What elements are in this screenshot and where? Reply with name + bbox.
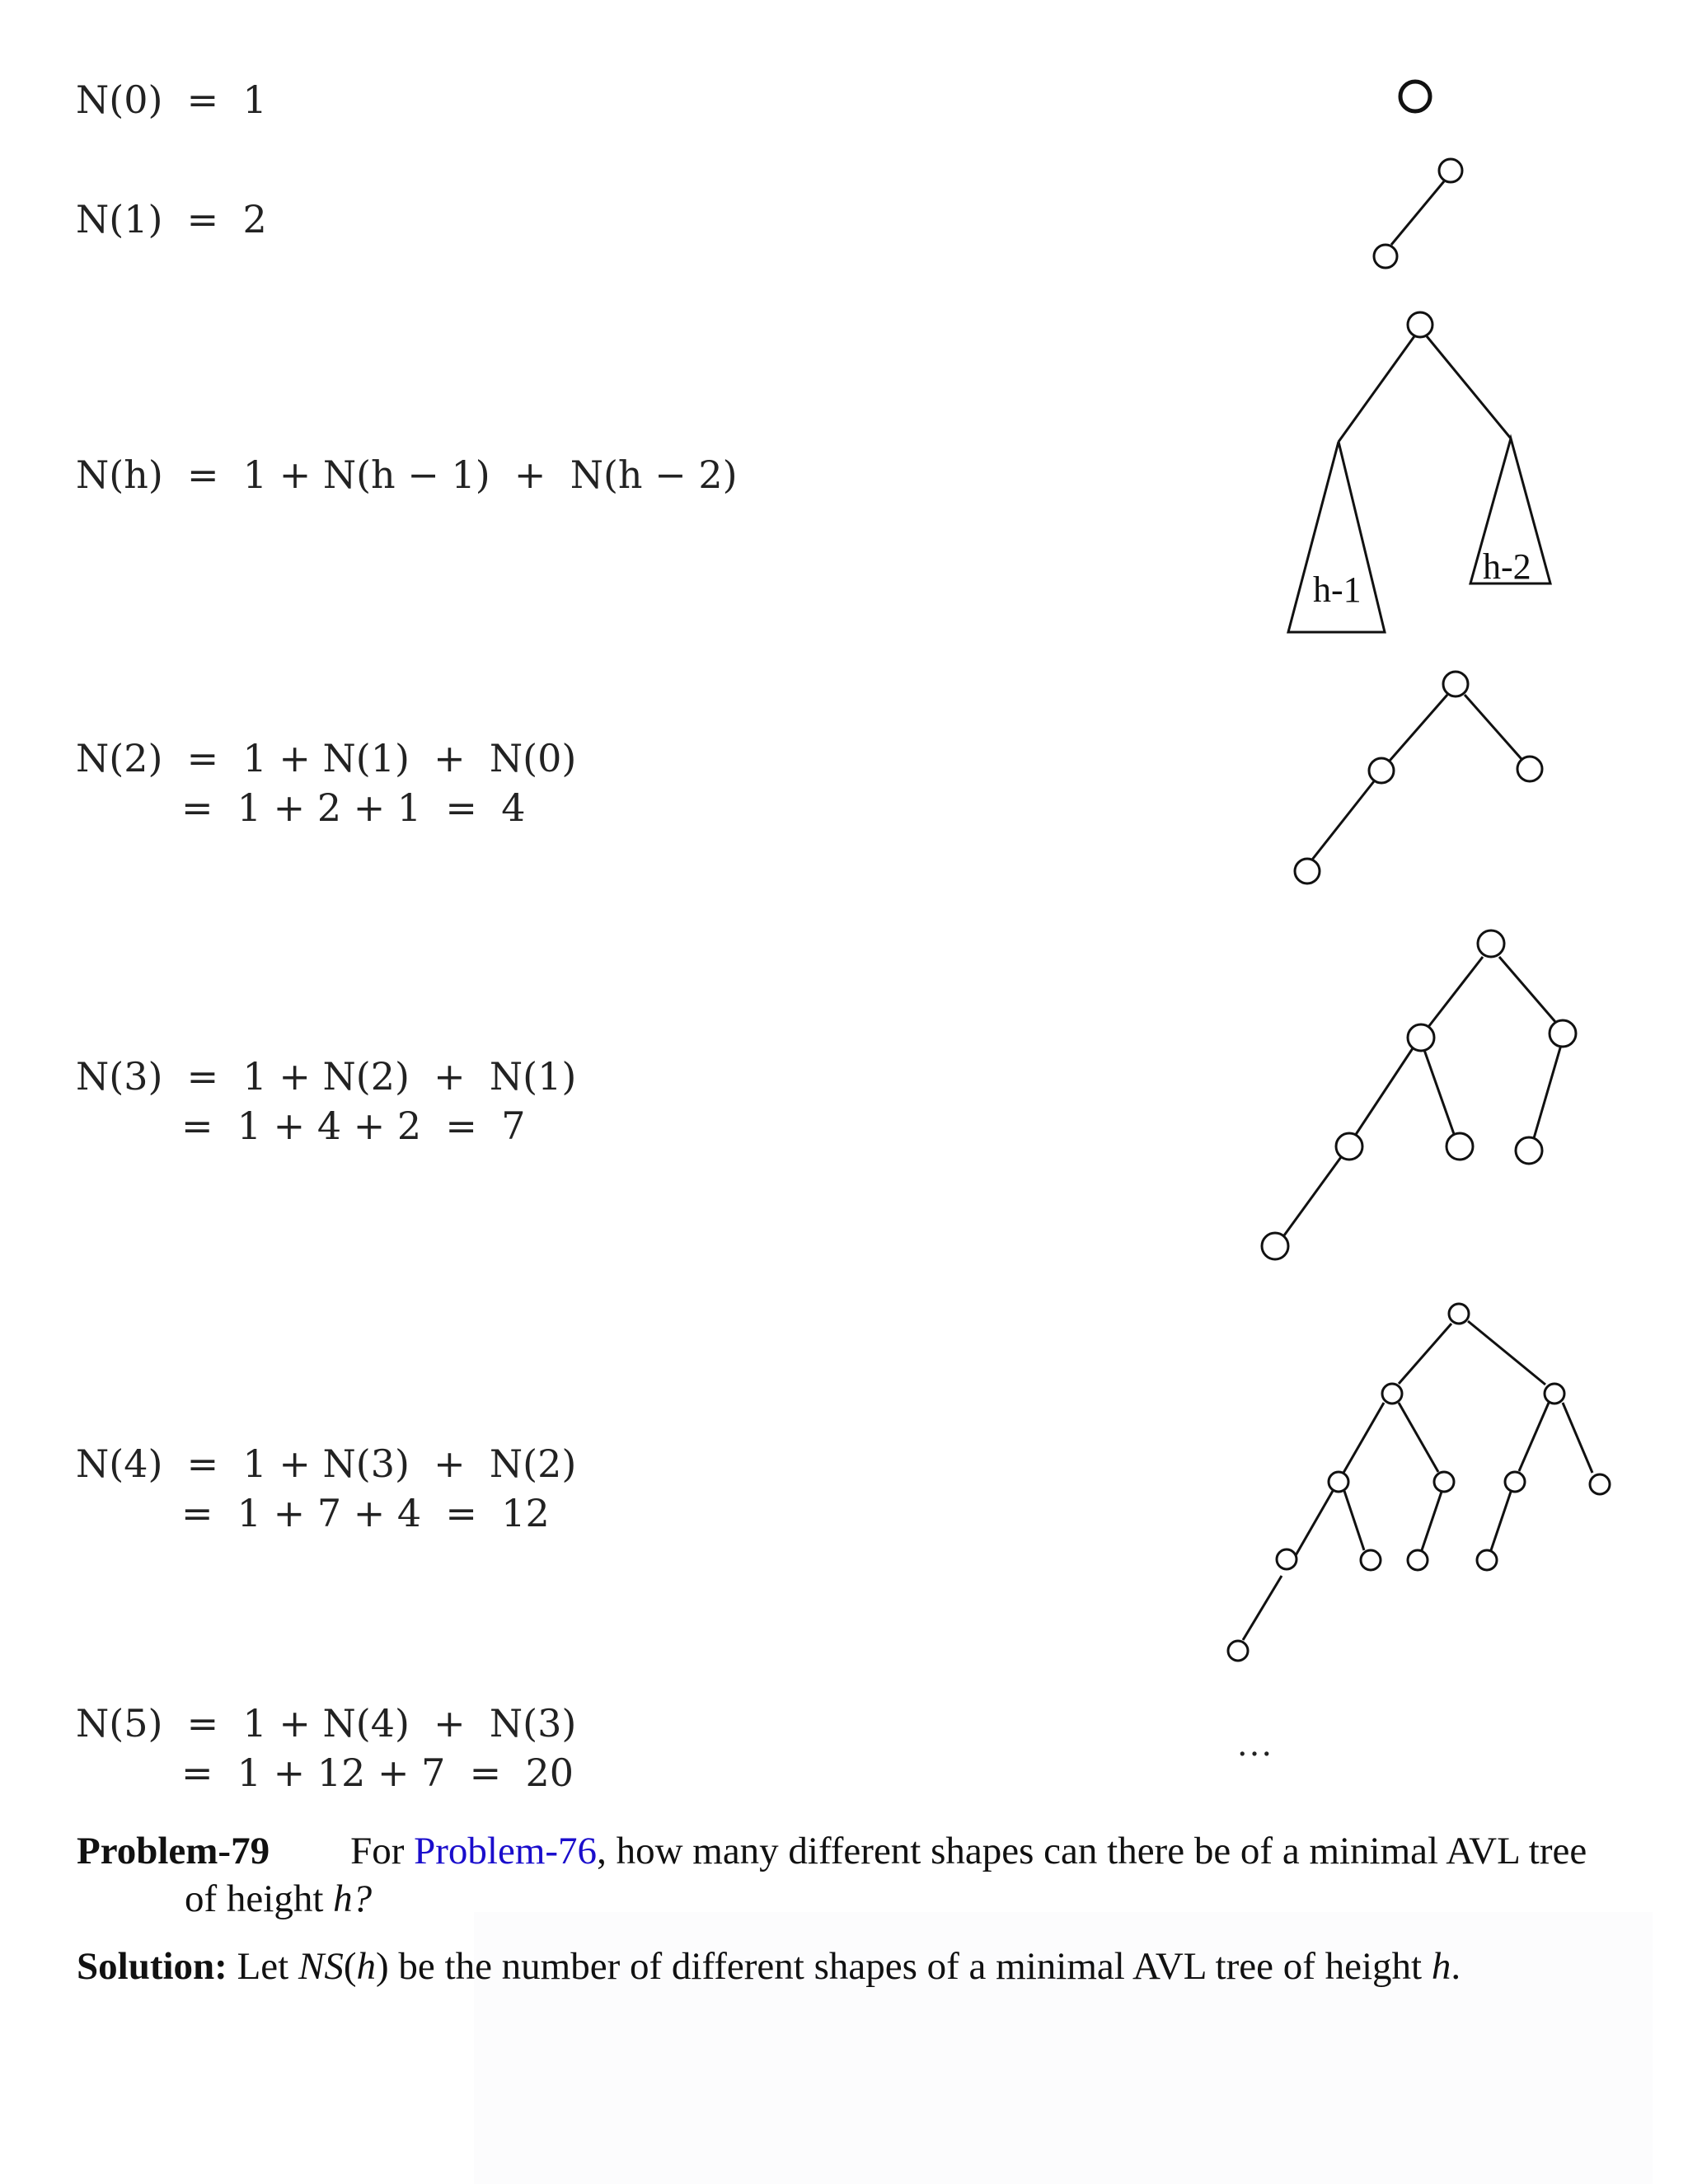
- problem-line2-prefix: of height: [185, 1877, 334, 1920]
- solution-text-1: Let: [227, 1945, 298, 1988]
- tree-height-2: [1295, 672, 1542, 883]
- tree-node: [1447, 1133, 1473, 1160]
- equation-n0: N(0) = 1: [76, 77, 267, 122]
- tree-height-4: [1228, 1304, 1610, 1661]
- tree-node: [1336, 1133, 1362, 1160]
- tree-node: [1295, 859, 1320, 883]
- problem-var-h: h: [333, 1877, 353, 1920]
- tree-node: [1361, 1550, 1381, 1570]
- solution-line: [77, 1943, 1461, 1990]
- tree-node: [1505, 1472, 1525, 1492]
- tree-node: [1545, 1384, 1564, 1404]
- tree-node: [1228, 1641, 1248, 1661]
- tree-node: [1443, 672, 1468, 696]
- tree-node: [1408, 312, 1432, 337]
- tree-node: [1329, 1472, 1348, 1492]
- equation-n5-line1: N(5) = 1 + N(4) + N(3): [76, 1701, 577, 1746]
- problem-line-2: [185, 1876, 372, 1922]
- solution-var-h: h: [356, 1945, 376, 1988]
- equation-n4-line2: = 1 + 7 + 4 = 12: [181, 1491, 550, 1535]
- solution-label: Solution:: [77, 1945, 227, 1988]
- subtree-label-h-2: h-2: [1483, 546, 1531, 587]
- tree-node: [1408, 1024, 1434, 1051]
- solution-var-h-2: h: [1431, 1945, 1451, 1988]
- tree-node: [1262, 1233, 1288, 1259]
- tree-node: [1449, 1304, 1469, 1324]
- equation-n2-line2: = 1 + 2 + 1 = 4: [181, 785, 526, 830]
- tree-node: [1408, 1550, 1428, 1570]
- tree-node: [1439, 159, 1462, 182]
- tree-node: [1516, 1137, 1542, 1164]
- tree-height-3: [1262, 930, 1576, 1259]
- tree-node: [1517, 757, 1542, 781]
- problem-76-link[interactable]: Problem-76: [414, 1830, 598, 1872]
- equation-n4-line1: N(4) = 1 + N(3) + N(2): [76, 1441, 577, 1486]
- tree-node: [1382, 1384, 1402, 1404]
- equation-n1: N(1) = 2: [76, 197, 267, 241]
- problem-label: Problem-79: [77, 1830, 270, 1872]
- tree-node: [1369, 758, 1394, 783]
- solution-text-2: (: [343, 1945, 357, 1988]
- problem-text-after-link: , how many different shapes can there be of a minimal AVL tree: [597, 1830, 1587, 1872]
- tree-node: [1400, 82, 1430, 111]
- problem-line-1: [77, 1828, 1587, 1874]
- tree-node: [1478, 930, 1504, 957]
- problem-text-before-link: For: [350, 1830, 415, 1872]
- equation-n3-line1: N(3) = 1 + N(2) + N(1): [76, 1054, 577, 1099]
- tree-node: [1590, 1474, 1610, 1494]
- solution-var-ns: NS: [298, 1945, 344, 1988]
- solution-text-3: ) be the number of different shapes of a minimal AVL tree of height: [376, 1945, 1432, 1988]
- equation-n5-line2: = 1 + 12 + 7 = 20: [181, 1750, 574, 1795]
- ellipsis: …: [1236, 1723, 1273, 1764]
- equation-nh: N(h) = 1 + N(h − 1) + N(h − 2): [76, 452, 738, 497]
- tree-node: [1434, 1472, 1454, 1492]
- solution-text-4: .: [1451, 1945, 1461, 1988]
- tree-height-1: [1374, 159, 1462, 268]
- tree-node: [1277, 1549, 1296, 1569]
- tree-node: [1550, 1020, 1576, 1047]
- problem-question-mark: ?: [352, 1877, 373, 1920]
- tree-node: [1374, 245, 1397, 268]
- tree-height-0: [1400, 82, 1430, 111]
- equation-n2-line1: N(2) = 1 + N(1) + N(0): [76, 736, 577, 780]
- equation-n3-line2: = 1 + 4 + 2 = 7: [181, 1104, 526, 1148]
- subtree-label-h-1: h-1: [1313, 569, 1362, 610]
- tree-node: [1477, 1550, 1497, 1570]
